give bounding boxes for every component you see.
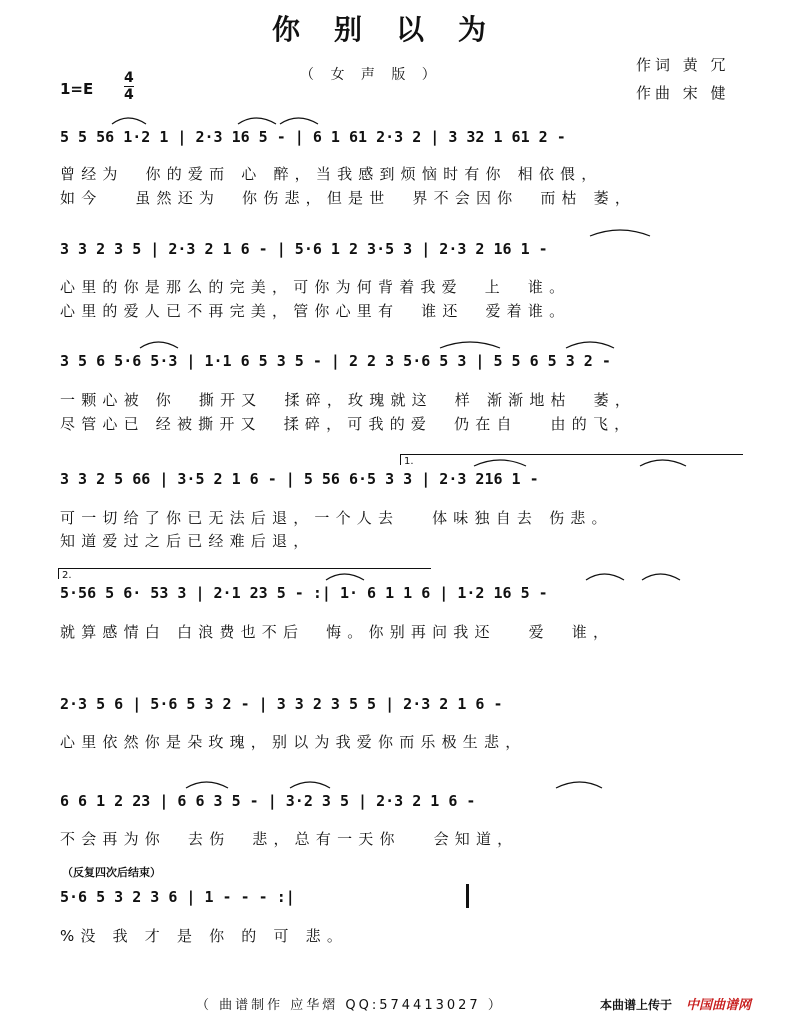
upload-label: 本曲谱上传于: [600, 998, 673, 1012]
repeat-note: （反复四次后结束）: [62, 866, 161, 879]
notation-line-5: 5·56 5 6· 53 3 | 2·1 23 5 - :| 1· 6 1 1 6 | 1·2 16 5 -: [60, 584, 548, 602]
lyrics-line-1b: 如今 虽然还为 你伤悲，但是世 界不会因你 而枯 萎，: [60, 189, 637, 207]
lyrics-line-3b: 尽管心已 经被撕开又 揉碎，可我的爱 仍在自 由的飞，: [60, 415, 636, 433]
notation-line-6: 2·3 5 6 | 5·6 5 3 2 - | 3 3 2 3 5 5 | 2·3 2 1 6 -: [60, 695, 503, 713]
lyrics-line-5a: 就算感情白 白浪费也不后 悔。你别再问我还 爱 谁，: [60, 623, 615, 641]
lyrics-line-3a: 一颗心被 你 撕开又 揉碎，玫瑰就这 样 渐渐地枯 萎，: [60, 391, 637, 409]
version-label: （ 女 声 版 ）: [300, 67, 442, 83]
notation-line-2: 3 3 2 3 5 | 2·3 2 1 6 - | 5·6 1 2 3·5 3 | 2·3 2 16 1 -: [60, 240, 548, 258]
time-signature: [124, 70, 134, 103]
lyrics-line-2b: 心里的爱人已不再完美，管你心里有 谁还 爱着谁。: [60, 302, 571, 320]
lyricist: 作词 黄 冗: [636, 56, 730, 74]
lyrics-line-1a: 曾经为 你的爱而 心 醉，当我感到烦恼时有你 相依偎，: [60, 165, 603, 183]
volta-label-1: 1.: [404, 456, 414, 467]
time-signature-bottom: 4: [124, 87, 134, 103]
composer: 作曲 宋 健: [636, 84, 730, 102]
volta-bracket-2: [58, 568, 431, 579]
notation-line-8: 5·6 5 3 2 3 6 | 1 - - - :|: [60, 888, 295, 906]
volta-label-2: 2.: [62, 570, 72, 581]
key-signature: 1=E: [60, 80, 94, 98]
lyrics-line-4b: 知道爱过之后已经难后退，: [60, 532, 315, 550]
footer-credit: （ 曲谱制作 应华熠 QQ:574413027 ）: [196, 998, 504, 1013]
volta-bracket-1: [400, 454, 743, 465]
notation-line-7: 6 6 1 2 23 | 6 6 3 5 - | 3·2 3 5 | 2·3 2 1 6 -: [60, 792, 476, 810]
notation-line-4: 3 3 2 5 66 | 3·5 2 1 6 - | 5 56 6·5 3 3 | 2·3 216 1 -: [60, 470, 539, 488]
page-title: 你别以为: [271, 13, 520, 46]
lyrics-line-2a: 心里的你是那么的完美，可你为何背着我爱 上 谁。: [60, 278, 571, 296]
lyrics-line-8a: %没 我 才 是 你 的 可 悲。: [60, 927, 349, 945]
notation-line-1: 5 5 56 1·2 1 | 2·3 16 5 - | 6 1 61 2·3 2 | 3 32 1 61 2 -: [60, 128, 566, 146]
notation-line-3: 3 5 6 5·6 5·3 | 1·1 6 5 3 5 - | 2 2 3 5·6 5 3 | 5 5 6 5 3 2 -: [60, 352, 611, 370]
lyrics-line-4a: 可一切给了你已无法后退，一个人去 体味独自去 伤悲。: [60, 509, 613, 527]
lyrics-line-7a: 不会再为你 去伤 悲，总有一天你 会知道，: [60, 830, 519, 848]
site-logo: 中国曲谱网: [686, 998, 752, 1013]
time-signature-top: 4: [124, 70, 134, 86]
lyrics-line-6a: 心里依然你是朵玫瑰，别以为我爱你而乐极生悲，: [60, 733, 527, 751]
